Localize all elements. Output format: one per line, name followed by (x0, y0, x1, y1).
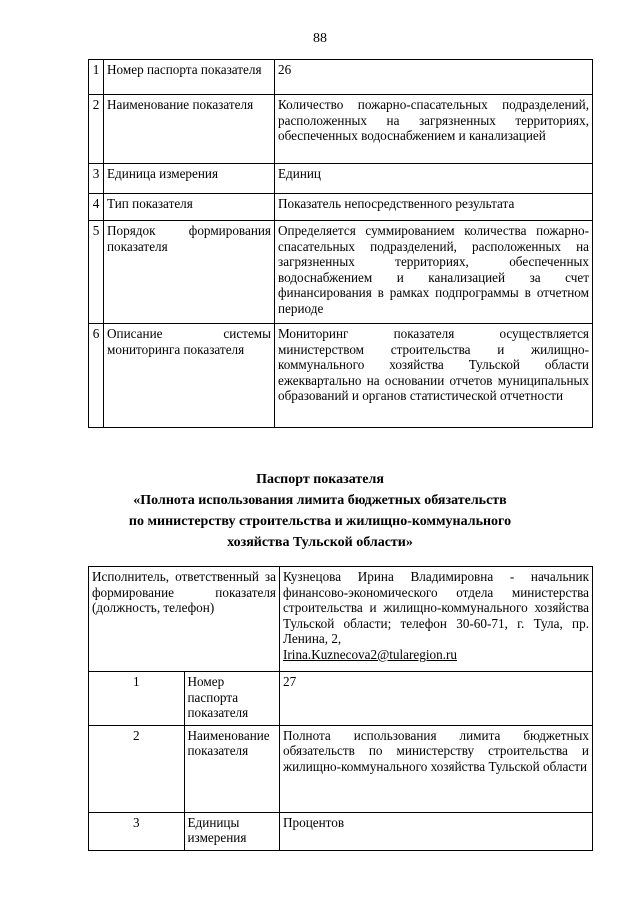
executor-value (280, 567, 593, 672)
row-value: 27 (280, 672, 593, 726)
row-number: 3 (89, 164, 104, 194)
row-label: Наименование показателя (184, 725, 280, 812)
row-value: Определяется суммированием количества пожарно-спасательных подразделений, расположенных на загрязненных территориях, обеспеченных водоснабжением и канализацией за счет финансирования в рамках подпрограммы в отчетном периоде (275, 221, 593, 324)
row-number: 4 (89, 194, 104, 221)
row-label: Номер паспорта показателя (184, 672, 280, 726)
heading-line: Паспорт показателя (256, 472, 384, 487)
page-number: 88 (313, 31, 327, 46)
heading-line: хозяйства Тульской области» (227, 535, 413, 550)
indicator-27-table (88, 566, 593, 851)
row-label: Порядок формирования показателя (104, 221, 275, 324)
row-label: Номер паспорта показателя (104, 60, 275, 95)
executor-details: Кузнецова Ирина Владимировна - начальник финансово-экономического отдела министерства строительства и жилищно-коммунального хозяйства Тульской области; телефон 30-60-71, г. Тула, пр. Ленина, 2, (283, 569, 589, 647)
row-value: Полнота использования лимита бюджетных обязательств по министерству строительства и жилищно-коммунального хозяйства Тульской области (280, 725, 593, 812)
row-value: Мониторинг показателя осуществляется министерством строительства и жилищно-коммунального хозяйства Тульской области ежеквартально на основании отчетов муниципальных образований и органов статистической отчетности (275, 324, 593, 428)
row-label: Единица измерения (104, 164, 275, 194)
row-label: Единицы измерения (184, 812, 280, 850)
executor-row (89, 567, 593, 672)
row-number: 1 (89, 60, 104, 95)
table-row (89, 812, 593, 850)
heading-line: по министерству строительства и жилищно-коммунального (128, 514, 512, 529)
row-number: 5 (89, 221, 104, 324)
row-value: Процентов (280, 812, 593, 850)
table-row (89, 60, 593, 95)
table-row (89, 725, 593, 812)
row-value: Единиц (275, 164, 593, 194)
table-row (89, 672, 593, 726)
executor-label: Исполнитель, ответственный за формирование показателя (должность, телефон) (89, 567, 280, 672)
row-value: Количество пожарно-спасательных подразделений, расположенных на загрязненных территориях, обеспеченных водоснабжением и канализацией (275, 95, 593, 164)
row-number: 2 (89, 725, 185, 812)
row-number: 3 (89, 812, 185, 850)
row-value: 26 (275, 60, 593, 95)
indicator-26-table (88, 59, 593, 428)
row-label: Описание системы мониторинга показателя (104, 324, 275, 428)
table-row (89, 194, 593, 221)
row-value: Показатель непосредственного результата (275, 194, 593, 221)
table-row (89, 221, 593, 324)
row-label: Наименование показателя (104, 95, 275, 164)
table-row (89, 95, 593, 164)
row-number: 6 (89, 324, 104, 428)
heading-line: «Полнота использования лимита бюджетных обязательств (133, 493, 507, 508)
executor-email-link[interactable]: Irina.Kuznecova2@tularegion.ru (283, 646, 457, 662)
row-number: 1 (89, 672, 185, 726)
passport-heading (0, 469, 640, 553)
table-row (89, 324, 593, 428)
table-row (89, 164, 593, 194)
row-label: Тип показателя (104, 194, 275, 221)
row-number: 2 (89, 95, 104, 164)
